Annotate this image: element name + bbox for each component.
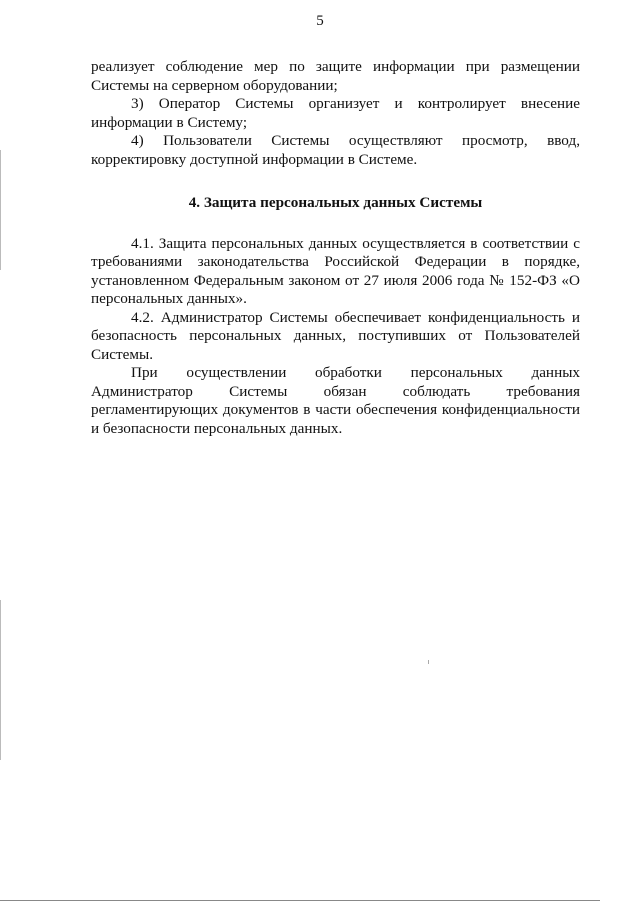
paragraph-4-2: 4.2. Администратор Системы обеспечивает конфиденциальность и безопасность персональных данных, поступивших от Пользователей Системы. [91,308,580,363]
scan-bottom-edge [0,900,600,901]
document-body [91,58,580,438]
scan-speck [428,660,429,664]
paragraph-item-3: 3) Оператор Системы организует и контролирует внесение информации в Систему; [91,95,580,131]
scan-margin-mark [0,150,1,270]
paragraph-4-3-line-2: Администратор Системы обязан соблюдать требования [91,382,580,400]
paragraph-4-3 [91,364,580,438]
paragraph-4-1: 4.1. Защита персональных данных осуществляется в соответствии с требованиями законодательства Российской Федерации в порядке, установленном Федеральным законом от 27 июля 2006 года № 152-ФЗ «О персональных данных». [91,234,580,307]
paragraph-4-3-rest: регламентирующих документов в части обеспечения конфиденциальности и безопасности персональных данных. [91,401,580,437]
section-heading: 4. Защита персональных данных Системы [188,194,483,211]
paragraph-item-4: 4) Пользователи Системы осуществляют просмотр, ввод, корректировку доступной информации в Системе. [91,132,580,168]
paragraph-4-3-line-1: При осуществлении обработки персональных данных [131,364,580,381]
paragraph-continuation: реализует соблюдение мер по защите информации при размещении Системы на серверном оборудовании; [91,58,580,94]
scan-margin-mark [0,600,1,760]
page-number: 5 [316,13,324,29]
